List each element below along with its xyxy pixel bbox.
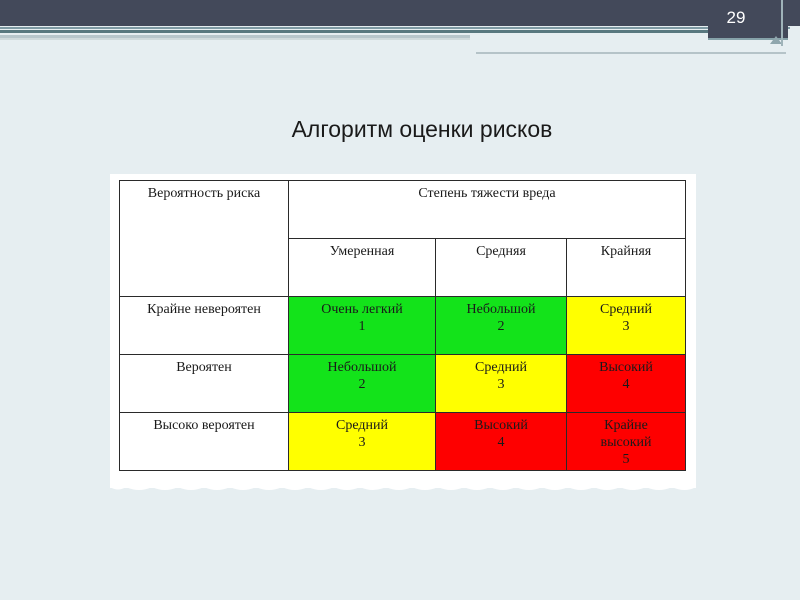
- risk-table-image: [110, 174, 696, 488]
- decor-stripe: [0, 27, 790, 29]
- risk-cell: [567, 413, 686, 471]
- slide-title: Алгоритм оценки рисков: [291, 116, 553, 142]
- risk-cell: [289, 297, 436, 355]
- risk-cell: [436, 297, 567, 355]
- row-header-label: Вероятен: [176, 360, 232, 375]
- risk-level-text: Небольшой: [327, 360, 397, 375]
- column-header-label: Умеренная: [329, 244, 395, 259]
- risk-score: 2: [358, 377, 366, 392]
- row-header-label: Крайне невероятен: [147, 302, 261, 317]
- risk-level-text: Крайне высокий: [600, 418, 652, 450]
- top-bar: [0, 0, 800, 26]
- risk-score: 5: [622, 452, 630, 467]
- risk-cell: [436, 355, 567, 413]
- risk-level-text: Средний: [475, 360, 527, 375]
- column-header: [436, 239, 567, 297]
- decor-stripe: [476, 52, 786, 54]
- risk-score: 4: [622, 377, 630, 392]
- column-header: [289, 239, 436, 297]
- row-header: [120, 413, 289, 471]
- decor-line: [781, 0, 783, 46]
- corner-header: Вероятность риска: [147, 186, 261, 201]
- slide-number: 29: [726, 8, 746, 27]
- risk-score: 4: [497, 435, 505, 450]
- risk-score: 1: [358, 319, 366, 334]
- risk-cell: [436, 413, 567, 471]
- risk-score: 3: [622, 319, 630, 334]
- corner-header-cell: [120, 181, 289, 297]
- row-header: [120, 297, 289, 355]
- group-header-cell: [289, 181, 686, 239]
- risk-level-text: Средний: [600, 302, 652, 317]
- risk-matrix-table: [119, 180, 686, 471]
- risk-score: 2: [497, 319, 505, 334]
- table-row: [120, 355, 686, 413]
- column-header-label: Крайняя: [600, 244, 652, 259]
- risk-cell: [289, 355, 436, 413]
- row-header-label: Высоко вероятен: [153, 418, 255, 433]
- risk-level-text: Средний: [336, 418, 388, 433]
- risk-level-text: Небольшой: [466, 302, 536, 317]
- risk-cell: [289, 413, 436, 471]
- table-row: [120, 413, 686, 471]
- risk-cell: [567, 355, 686, 413]
- risk-cell: [567, 297, 686, 355]
- table-row: [120, 297, 686, 355]
- column-header: [567, 239, 686, 297]
- torn-edge-decor: [110, 484, 696, 494]
- risk-level-text: Высокий: [474, 418, 528, 433]
- decor-stripe: [0, 30, 745, 33]
- decor-stripe: [0, 38, 470, 40]
- risk-score: 3: [497, 377, 505, 392]
- risk-level-text: Высокий: [599, 360, 653, 375]
- group-header: Степень тяжести вреда: [418, 186, 556, 201]
- risk-score: 3: [358, 435, 366, 450]
- column-header-label: Средняя: [476, 244, 526, 259]
- row-header: [120, 355, 289, 413]
- risk-level-text: Очень легкий: [321, 302, 403, 317]
